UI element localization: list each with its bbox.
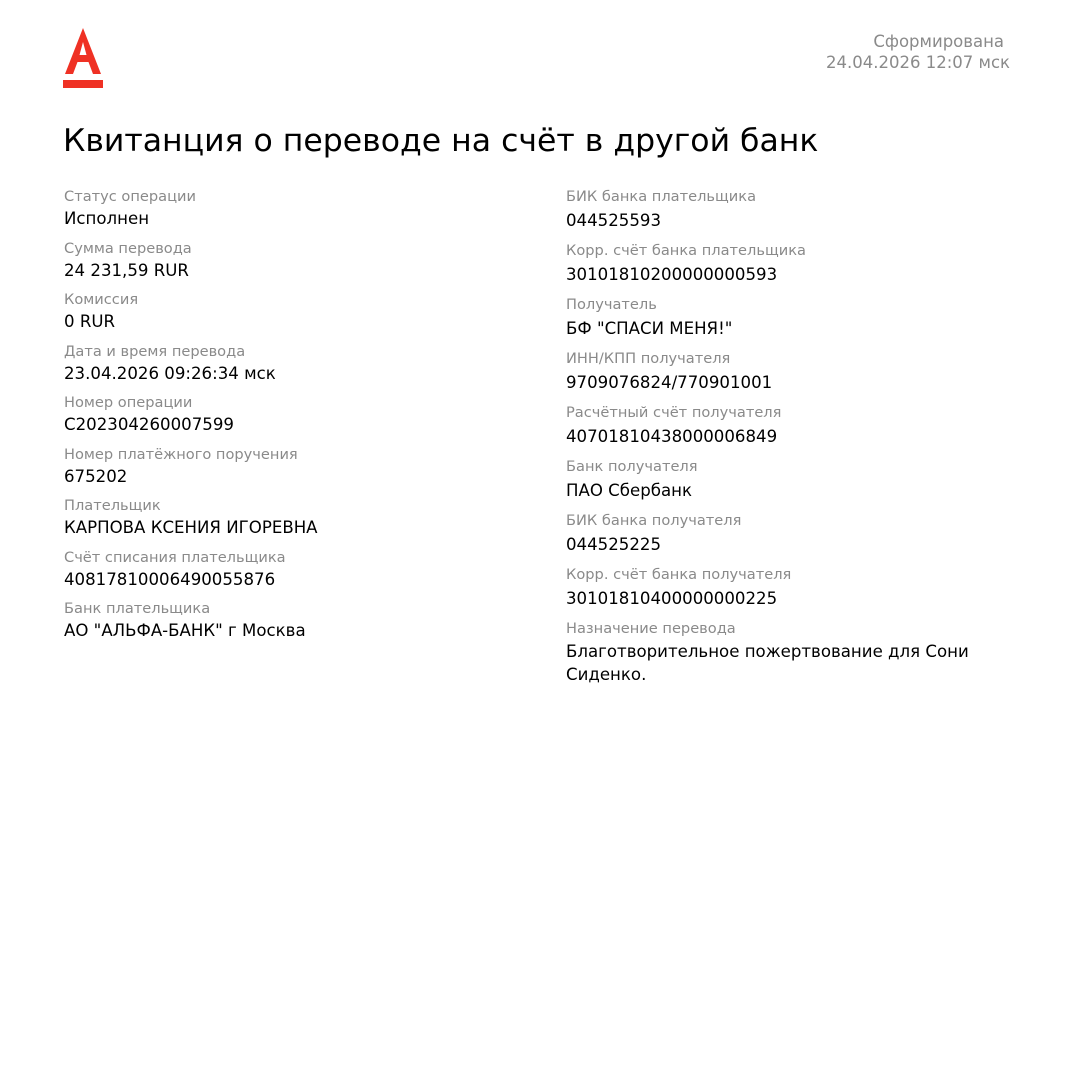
- alfa-bank-logo-icon: [62, 28, 104, 90]
- field-payer: [64, 496, 534, 539]
- field-value: 044525225: [566, 534, 662, 554]
- field-recipient-account: [566, 403, 1036, 449]
- field-value: 30101810200000000593: [566, 264, 778, 284]
- field-value: C202304260007599: [64, 415, 234, 434]
- field-label: БИК банка плательщика: [566, 188, 757, 205]
- page-title: Квитанция о переводе на счёт в другой банк: [63, 123, 819, 159]
- field-transfer-purpose: [566, 619, 1036, 686]
- field-value: 40701810438000006849: [566, 426, 778, 446]
- field-label: Номер платёжного поручения: [64, 445, 298, 463]
- field-label: Получатель: [566, 296, 657, 313]
- field-label: Банк получателя: [566, 458, 698, 475]
- field-value: 40817810006490055876: [64, 569, 276, 589]
- right-details-column: [566, 187, 1036, 686]
- field-label: Комиссия: [64, 291, 139, 308]
- field-operation-number: [64, 393, 534, 436]
- field-operation-status: [64, 187, 534, 230]
- field-value: ПАО Сбербанк: [566, 480, 693, 500]
- generated-info: [826, 31, 1010, 73]
- field-label: Статус операции: [64, 188, 196, 205]
- field-label: Номер операции: [64, 394, 193, 411]
- field-value: Исполнен: [64, 209, 150, 228]
- field-recipient-bank-bic: [566, 511, 1036, 557]
- field-value: 24 231,59 RUR: [64, 260, 189, 280]
- field-value: АО "АЛЬФА-БАНК" г Москва: [64, 621, 306, 640]
- field-value: 0 RUR: [64, 312, 116, 331]
- field-value: 044525593: [566, 210, 662, 230]
- field-label: Плательщик: [64, 497, 161, 514]
- field-transfer-datetime: [64, 342, 534, 385]
- field-label: Сумма перевода: [64, 239, 192, 257]
- generated-timestamp: 24.04.2026 12:07 мск: [826, 53, 1010, 72]
- field-label: Корр. счёт банка получателя: [566, 566, 792, 583]
- field-label: БИК банка получателя: [566, 512, 742, 529]
- field-label: Корр. счёт банка плательщика: [566, 242, 806, 259]
- field-label: Банк плательщика: [64, 600, 211, 617]
- field-recipient-bank: [566, 457, 1036, 503]
- field-commission: [64, 290, 534, 333]
- field-transfer-amount: [64, 239, 534, 282]
- field-payer-bank-corr-account: [566, 241, 1036, 287]
- field-value: БФ "СПАСИ МЕНЯ!": [566, 318, 733, 338]
- left-details-column: [64, 187, 534, 642]
- field-value: 675202: [64, 466, 128, 486]
- field-label: Расчётный счёт получателя: [566, 404, 782, 421]
- generated-label: Сформирована: [873, 32, 1004, 51]
- field-label: ИНН/КПП получателя: [566, 350, 731, 367]
- field-label: Счёт списания плательщика: [64, 548, 286, 566]
- field-value: 9709076824/770901001: [566, 372, 773, 392]
- field-payer-bank-bic: [566, 187, 1036, 233]
- field-value: Благотворительное пожертвование для Сони Сиденко.: [566, 641, 969, 684]
- field-payer-bank: [64, 599, 534, 642]
- field-value: 30101810400000000225: [566, 588, 778, 608]
- field-recipient: [566, 295, 1036, 341]
- field-payment-order-number: [64, 445, 534, 488]
- field-payer-account: [64, 548, 534, 591]
- field-value: КАРПОВА КСЕНИЯ ИГОРЕВНА: [64, 518, 318, 537]
- field-label: Назначение перевода: [566, 620, 736, 637]
- field-recipient-inn-kpp: [566, 349, 1036, 395]
- field-recipient-bank-corr-account: [566, 565, 1036, 611]
- field-label: Дата и время перевода: [64, 342, 246, 360]
- field-value: 23.04.2026 09:26:34 мск: [64, 363, 276, 383]
